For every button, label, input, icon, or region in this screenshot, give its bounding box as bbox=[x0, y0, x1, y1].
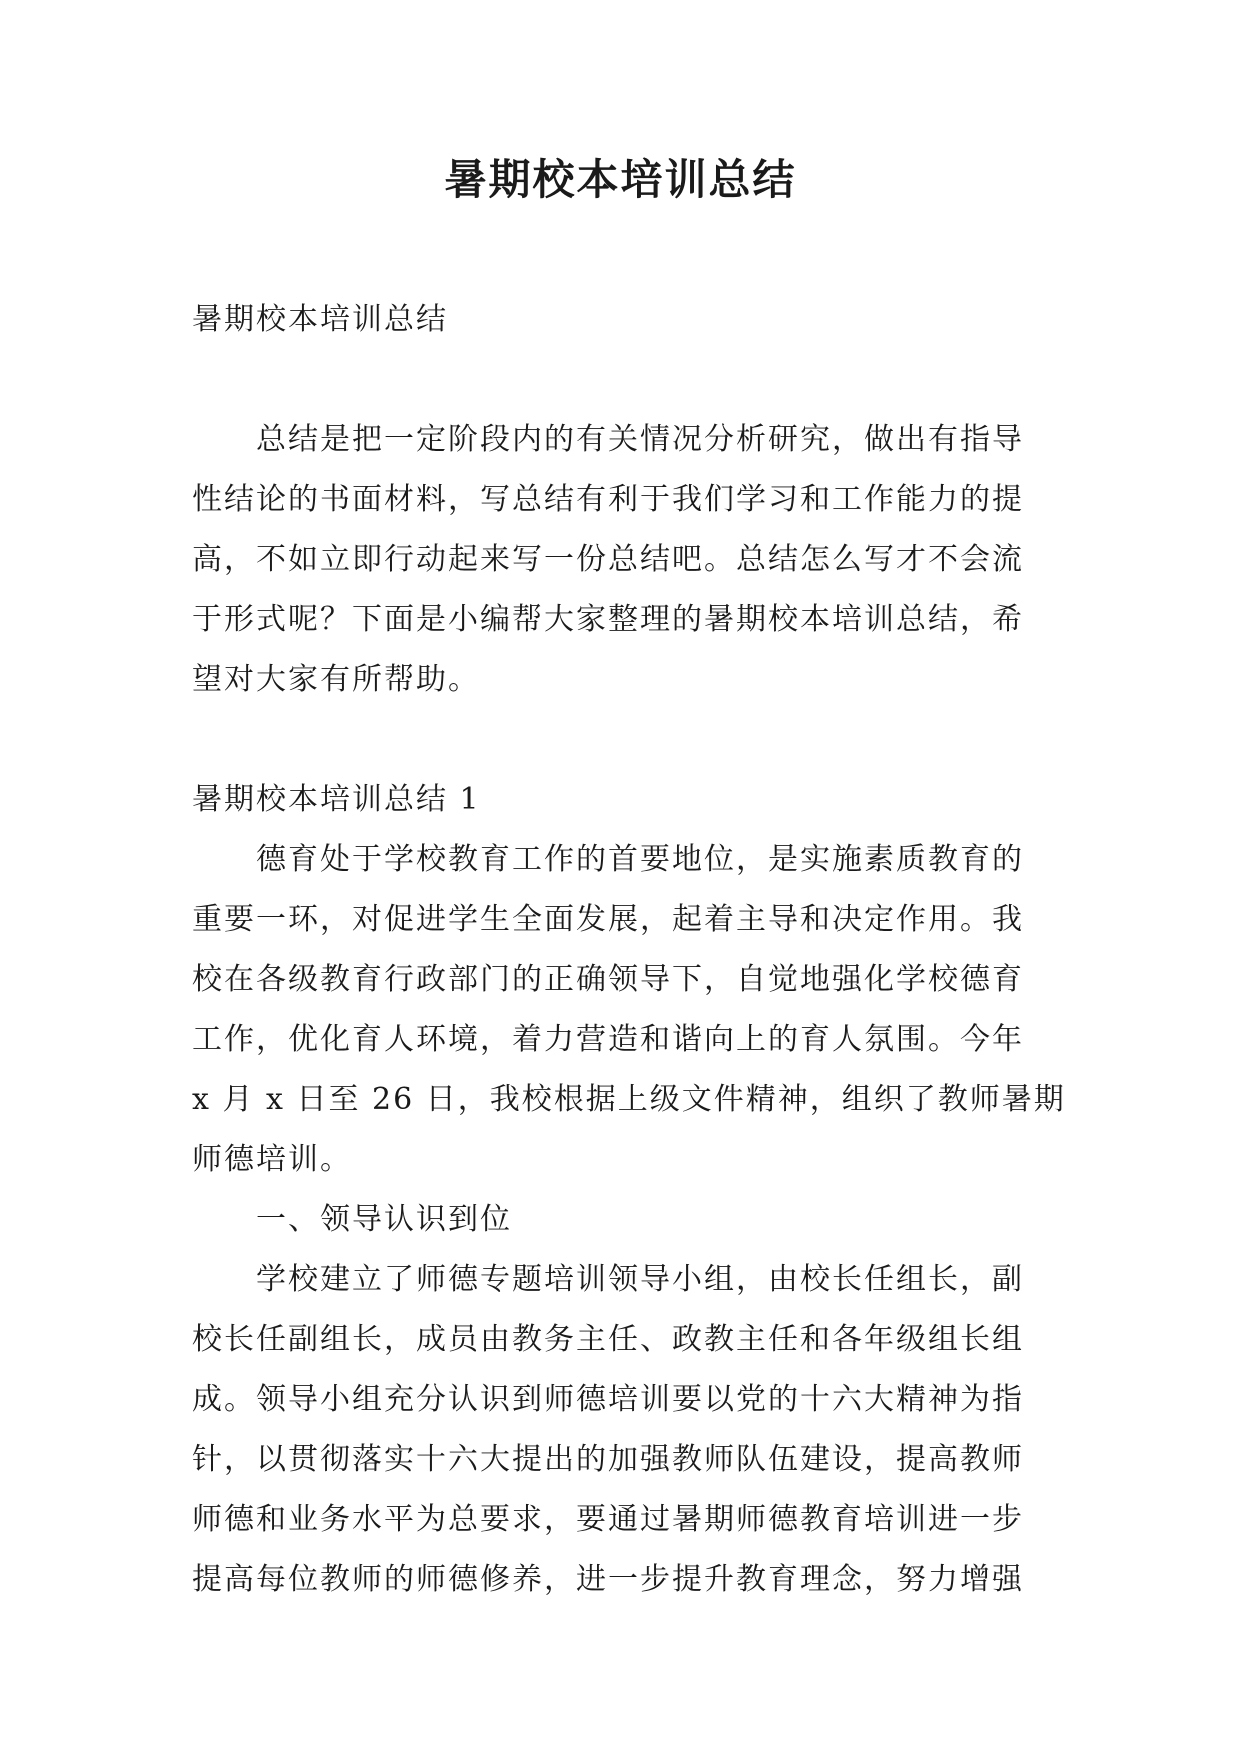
paragraph-2-line-4: 针，以贯彻落实十六大提出的加强教师队伍建设，提高教师 bbox=[192, 1442, 1024, 1477]
paragraph-2-line-6: 提高每位教师的师德修养，进一步提升教育理念，努力增强 bbox=[192, 1562, 1024, 1597]
intro-line-3: 高，不如立即行动起来写一份总结吧。总结怎么写才不会流 bbox=[192, 542, 1024, 577]
paragraph-1-line-1: 德育处于学校教育工作的首要地位，是实施素质教育的 bbox=[256, 842, 1024, 877]
paragraph-1-line-5: x 月 x 日至 26 日，我校根据上级文件精神，组织了教师暑期 bbox=[192, 1082, 1066, 1117]
document-subtitle: 暑期校本培训总结 bbox=[192, 302, 448, 337]
document-body bbox=[192, 290, 1066, 1610]
blank-line bbox=[192, 710, 1056, 770]
paragraph-1-line-3: 校在各级教育行政部门的正确领导下，自觉地强化学校德育 bbox=[192, 962, 1024, 997]
paragraph-2-line-1: 学校建立了师德专题培训领导小组，由校长任组长，副 bbox=[256, 1262, 1024, 1297]
intro-line-5: 望对大家有所帮助。 bbox=[192, 662, 480, 697]
subheading-leadership: 一、领导认识到位 bbox=[256, 1202, 512, 1237]
blank-line bbox=[192, 350, 1056, 410]
paragraph-2-line-2: 校长任副组长，成员由教务主任、政教主任和各年级组长组 bbox=[192, 1322, 1024, 1357]
document-title: 暑期校本培训总结 bbox=[444, 155, 797, 204]
paragraph-1-line-4: 工作，优化育人环境，着力营造和谐向上的育人氛围。今年 bbox=[192, 1022, 1024, 1057]
paragraph-1-line-6: 师德培训。 bbox=[192, 1142, 352, 1177]
paragraph-2-line-5: 师德和业务水平为总要求，要通过暑期师德教育培训进一步 bbox=[192, 1502, 1024, 1537]
intro-line-4: 于形式呢？下面是小编帮大家整理的暑期校本培训总结，希 bbox=[192, 602, 1024, 637]
paragraph-1-line-2: 重要一环，对促进学生全面发展，起着主导和决定作用。我 bbox=[192, 902, 1024, 937]
intro-line-1: 总结是把一定阶段内的有关情况分析研究，做出有指导 bbox=[256, 422, 1024, 457]
intro-line-2: 性结论的书面材料，写总结有利于我们学习和工作能力的提 bbox=[192, 482, 1024, 517]
paragraph-2-line-3: 成。领导小组充分认识到师德培训要以党的十六大精神为指 bbox=[192, 1382, 1024, 1417]
section-heading: 暑期校本培训总结 1 bbox=[192, 782, 481, 817]
